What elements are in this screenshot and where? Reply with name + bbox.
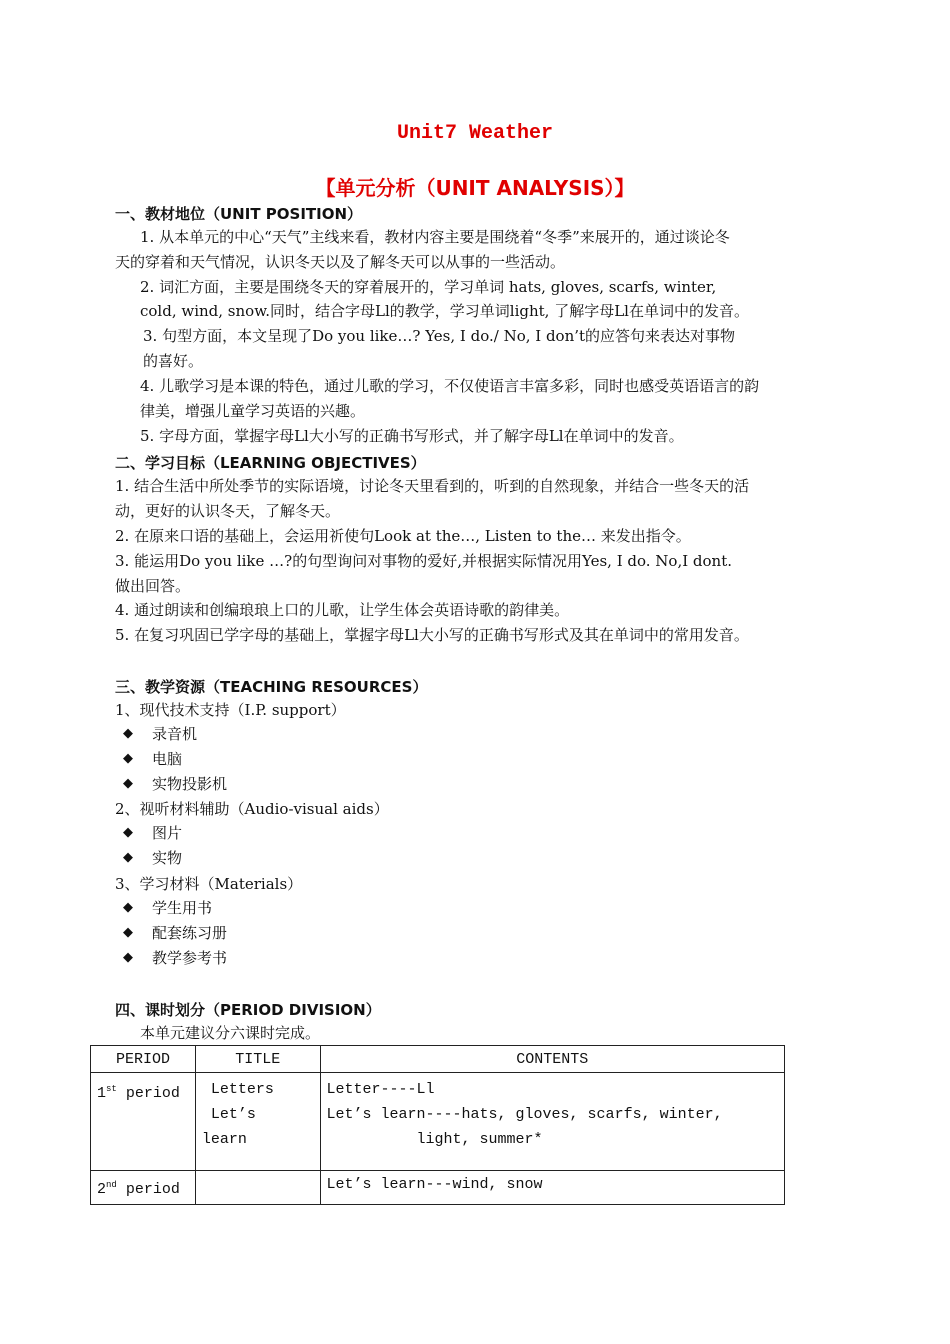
title-line: Letters — [201, 1081, 274, 1098]
table-row — [91, 1171, 785, 1205]
section-1-line-7: 4. 儿歌学习是本课的特色，通过儿歌的学习，不仅使语言丰富多彩，同时也感受英语语言的韵 — [140, 377, 760, 395]
content-line: light, summer* — [326, 1131, 543, 1148]
diamond-bullet-icon: ◆ — [123, 751, 133, 766]
diamond-bullet-icon: ◆ — [123, 726, 133, 741]
section-3-heading: 三、教学资源（TEACHING RESOURCES） — [115, 678, 428, 696]
section-2-line-5: 做出回答。 — [115, 577, 191, 595]
resource-item: 电脑 — [152, 750, 183, 768]
column-header-period: PERIOD — [91, 1046, 196, 1073]
diamond-bullet-icon: ◆ — [123, 925, 133, 940]
content-line: Let’s learn----hats, gloves, scarfs, winter, — [326, 1106, 723, 1123]
period-label: period — [116, 1085, 180, 1102]
document-subtitle: 【单元分析（UNIT ANALYSIS）】 — [315, 176, 635, 200]
section-2-line-1: 1. 结合生活中所处季节的实际语境，讨论冬天里看到的，听到的自然现象，并结合一些冬天的活 — [115, 477, 750, 495]
resource-item: 实物投影机 — [152, 775, 228, 793]
diamond-bullet-icon: ◆ — [123, 950, 133, 965]
cell-period — [91, 1171, 196, 1205]
cell-contents — [320, 1171, 784, 1205]
section-1-line-4: cold, wind, snow.同时，结合字母Ll的教学，学习单词light, 了解字母Ll在单词中的发音。 — [140, 302, 749, 320]
section-1-heading: 一、教材地位（UNIT POSITION） — [115, 205, 363, 223]
content-line: Letter----Ll — [326, 1081, 435, 1098]
period-ordinal-suffix: nd — [106, 1180, 117, 1190]
content-line: Let’s learn---wind, snow — [326, 1176, 543, 1193]
resource-item: 配套练习册 — [152, 924, 228, 942]
section-2-line-2: 动，更好的认识冬天，了解冬天。 — [115, 502, 341, 520]
section-1-line-5: 3. 句型方面，本文呈现了Do you like…? Yes, I do./ No, I don’t的应答句来表达对事物 — [143, 327, 736, 345]
diamond-bullet-icon: ◆ — [123, 900, 133, 915]
section-4-heading: 四、课时划分（PERIOD DIVISION） — [115, 1001, 381, 1019]
diamond-bullet-icon: ◆ — [123, 776, 133, 791]
cell-title — [195, 1171, 320, 1205]
period-division-table — [90, 1045, 785, 1205]
resource-group-1-title: 1、现代技术支持（I.P. support） — [115, 701, 346, 719]
table-row — [91, 1073, 785, 1171]
section-4-intro: 本单元建议分六课时完成。 — [140, 1024, 321, 1042]
cell-contents — [320, 1073, 784, 1171]
section-2-line-4: 3. 能运用Do you like …?的句型询问对事物的爱好,并根据实际情况用Yes, I do. No,I dont. — [115, 552, 732, 570]
section-1-line-6: 的喜好。 — [143, 352, 204, 370]
section-1-line-1: 1. 从本单元的中心“天气”主线来看，教材内容主要是围绕着“冬季”来展开的，通过谈论冬 — [140, 228, 730, 246]
diamond-bullet-icon: ◆ — [123, 825, 133, 840]
section-2-line-3: 2. 在原来口语的基础上，会运用祈使句Look at the…, Listen to the… 来发出指令。 — [115, 527, 691, 545]
period-number: 2 — [97, 1181, 107, 1198]
section-2-heading: 二、学习目标（LEARNING OBJECTIVES） — [115, 454, 426, 472]
resource-group-2-title: 2、视听材料辅助（Audio-visual aids） — [115, 800, 389, 818]
resource-group-3-title: 3、学习材料（Materials） — [115, 875, 303, 893]
period-number: 1 — [97, 1085, 107, 1102]
cell-period — [91, 1073, 196, 1171]
resource-item: 学生用书 — [152, 899, 213, 917]
column-header-contents: CONTENTS — [320, 1046, 784, 1073]
resource-item: 录音机 — [152, 725, 198, 743]
table-header-row — [91, 1046, 785, 1073]
section-2-line-6: 4. 通过朗读和创编琅琅上口的儿歌，让学生体会英语诗歌的韵律美。 — [115, 601, 570, 619]
cell-title — [195, 1073, 320, 1171]
resource-item: 图片 — [152, 824, 183, 842]
column-header-title: TITLE — [195, 1046, 320, 1073]
title-line: Let’s — [201, 1106, 256, 1123]
title-line — [196, 1171, 320, 1179]
resource-item: 实物 — [152, 849, 183, 867]
period-label: period — [116, 1181, 180, 1198]
document-title: Unit7 Weather — [396, 122, 554, 145]
resource-item: 教学参考书 — [152, 949, 228, 967]
section-1-line-2: 天的穿着和天气情况，认识冬天以及了解冬天可以从事的一些活动。 — [115, 253, 566, 271]
period-ordinal-suffix: st — [106, 1084, 117, 1094]
diamond-bullet-icon: ◆ — [123, 850, 133, 865]
section-1-line-8: 律美，增强儿童学习英语的兴趣。 — [140, 402, 366, 420]
section-1-line-9: 5. 字母方面，掌握字母Ll大小写的正确书写形式，并了解字母Ll在单词中的发音。 — [140, 427, 684, 445]
section-2-line-7: 5. 在复习巩固已学字母的基础上，掌握字母Ll大小写的正确书写形式及其在单词中的常用发音。 — [115, 626, 749, 644]
title-line: learn — [201, 1131, 247, 1148]
section-1-line-3: 2. 词汇方面，主要是围绕冬天的穿着展开的，学习单词 hats, gloves, scarfs, winter, — [140, 278, 717, 296]
